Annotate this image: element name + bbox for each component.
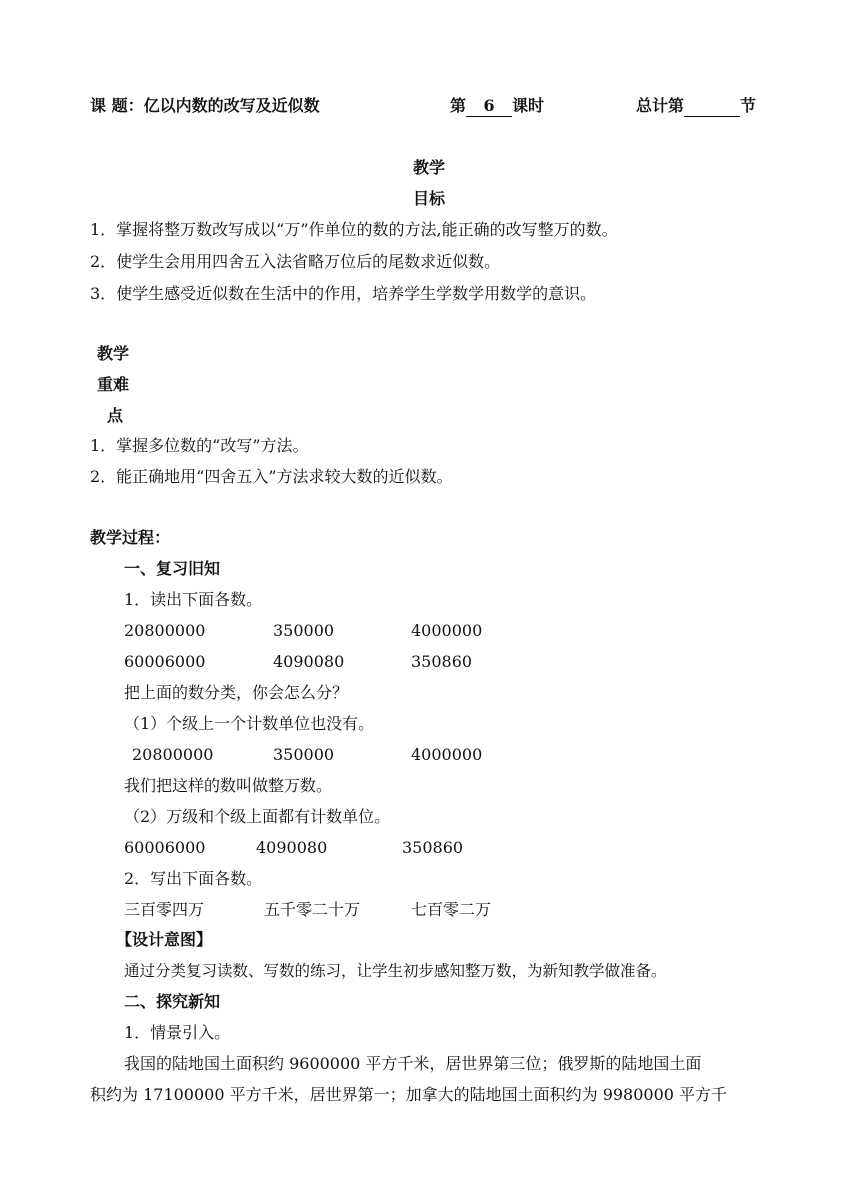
write-prompt: 2．写出下面各数。 [124,869,263,888]
lesson-number-field [450,96,544,117]
topic-title: 课 题：亿以内数的改写及近似数 [90,96,320,115]
number-cell: 350000 [273,745,335,764]
section1-title: 一、复习旧知 [124,559,221,578]
number-cell: 350860 [402,838,464,857]
objective-item: 3．使学生感受近似数在生活中的作用，培养学生学数学用数学的意识。 [90,284,597,303]
number-cell: 20800000 [124,621,206,640]
class1-label: （1）个级上一个计数单位也没有。 [124,714,375,733]
keypoints-heading-1: 教学 [97,344,130,363]
scenario-label: 1．情景引入。 [124,1023,231,1042]
keypoints-heading-2: 重难 [97,375,130,394]
number-cell: 20800000 [132,745,214,764]
scenario-text-line2: 积约为 17100000 平方千米，居世界第一；加拿大的陆地国土面积约为 9980000 平方千 [90,1085,728,1104]
lesson-prefix: 第 [450,96,467,115]
objective-item: 1．掌握将整万数改写成以“万”作单位的数的方法,能正确的改写整万的数。 [90,220,618,239]
scenario-text-line1: 我国的陆地国土面积约 9600000 平方千米，居世界第三位；俄罗斯的陆地国土面 [124,1054,702,1073]
write-item: 七百零二万 [411,900,492,919]
objectives-heading-1: 教学 [413,158,446,177]
write-item: 三百零四万 [124,900,205,919]
total-count-field [636,96,756,117]
total-prefix: 总计第 [636,96,685,115]
class1-note: 我们把这样的数叫做整万数。 [124,776,333,795]
lesson-number: 6 [466,96,512,117]
keypoint-item: 2．能正确地用“四舍五入”方法求较大数的近似数。 [90,467,453,486]
write-item: 五千零二十万 [264,900,361,919]
keypoints-heading-3: 点 [107,406,124,425]
number-cell: 4090080 [273,652,345,671]
number-cell: 350860 [411,652,473,671]
class2-label: （2）万级和个级上面都有计数单位。 [124,807,391,826]
design-heading: 【设计意图】 [116,930,213,949]
number-cell: 60006000 [124,838,206,857]
read-prompt: 1．读出下面各数。 [124,590,263,609]
objective-item: 2．使学生会用用四舍五入法省略万位后的尾数求近似数。 [90,252,501,271]
number-cell: 60006000 [124,652,206,671]
design-text: 通过分类复习读数、写数的练习，让学生初步感知整万数，为新知教学做准备。 [124,962,667,980]
process-heading: 教学过程： [90,528,171,547]
number-cell: 4000000 [411,745,483,764]
total-blank [684,96,740,117]
section2-title: 二、探究新知 [124,992,221,1011]
number-cell: 4090080 [256,838,328,857]
classify-question: 把上面的数分类，你会怎么分？ [124,683,349,702]
objectives-heading-2: 目标 [413,189,446,208]
lesson-suffix: 课时 [512,96,545,115]
number-cell: 350000 [273,621,335,640]
total-suffix: 节 [740,96,757,115]
number-cell: 4000000 [411,621,483,640]
keypoint-item: 1．掌握多位数的“改写”方法。 [90,436,309,455]
